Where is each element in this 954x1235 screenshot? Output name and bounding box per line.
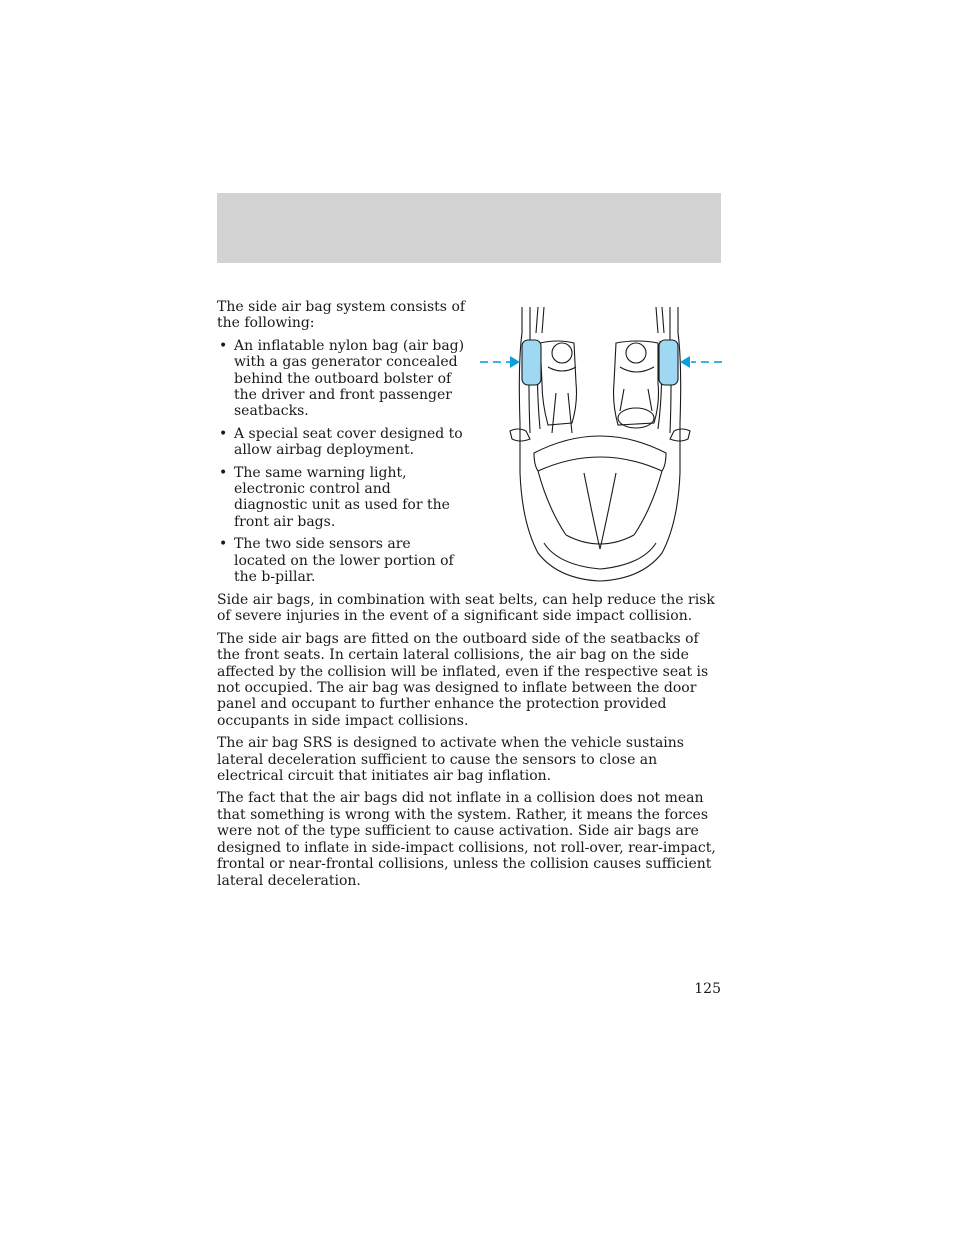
bullet-icon: • [219, 464, 228, 481]
bullet-icon: • [219, 425, 228, 442]
airbag-left-shape [522, 340, 541, 385]
impact-arrow-left-icon [480, 356, 520, 368]
bullet-icon: • [219, 536, 228, 553]
occupant-left [540, 341, 577, 433]
list-item: • A special seat cover designed to allow airbag deployment. [219, 425, 463, 459]
airbag-right-shape [659, 340, 678, 385]
list-item: • The two side sensors are located on the lower portion of the b-pillar. [219, 536, 454, 586]
impact-arrow-right-icon [680, 356, 722, 368]
occupant-right [614, 341, 659, 428]
intro-lead: The side air bag system consists of the following: [217, 299, 466, 332]
list-item: • The same warning light, electronic control and diagnostic unit as used for the front air bags. [219, 464, 450, 530]
paragraph: The side air bags are fitted on the outboard side of the seatbacks of the front seats. In certain lateral collisions, the air bag on the side affected by the collision will be inflated, even if the respective seat is not occupied. The air bag was designed to inflate between the door panel and occupant to further enhance the protection provided occupants in side impact collisions. [217, 630, 709, 729]
paragraph: The fact that the air bags did not inflate in a collision does not mean that something is wrong with the system. Rather, it means the forces were not of the type sufficient to cause activation. Side air bags are designed to inflate in side-impact collisions, not roll-over, rear-impact, frontal or near-frontal collisions, unless the collision causes sufficient lateral deceleration. [217, 790, 716, 889]
page-number: 125 [694, 981, 721, 997]
side-airbag-illustration [478, 303, 724, 585]
body-text [217, 592, 723, 895]
list-item: • An inflatable nylon bag (air bag) with a gas generator concealed behind the outboard bolster of the driver and front passenger seatbacks. [219, 337, 465, 420]
intro-block [217, 299, 467, 592]
bullet-icon: • [219, 337, 228, 354]
section-header-band [217, 193, 721, 263]
paragraph: The air bag SRS is designed to activate when the vehicle sustains lateral deceleration sufficient to cause the sensors to close an electrical circuit that initiates air bag inflation. [217, 735, 684, 785]
paragraph: Side air bags, in combination with seat belts, can help reduce the risk of severe injuries in the event of a significant side impact collision. [217, 592, 715, 625]
component-list [217, 338, 467, 586]
